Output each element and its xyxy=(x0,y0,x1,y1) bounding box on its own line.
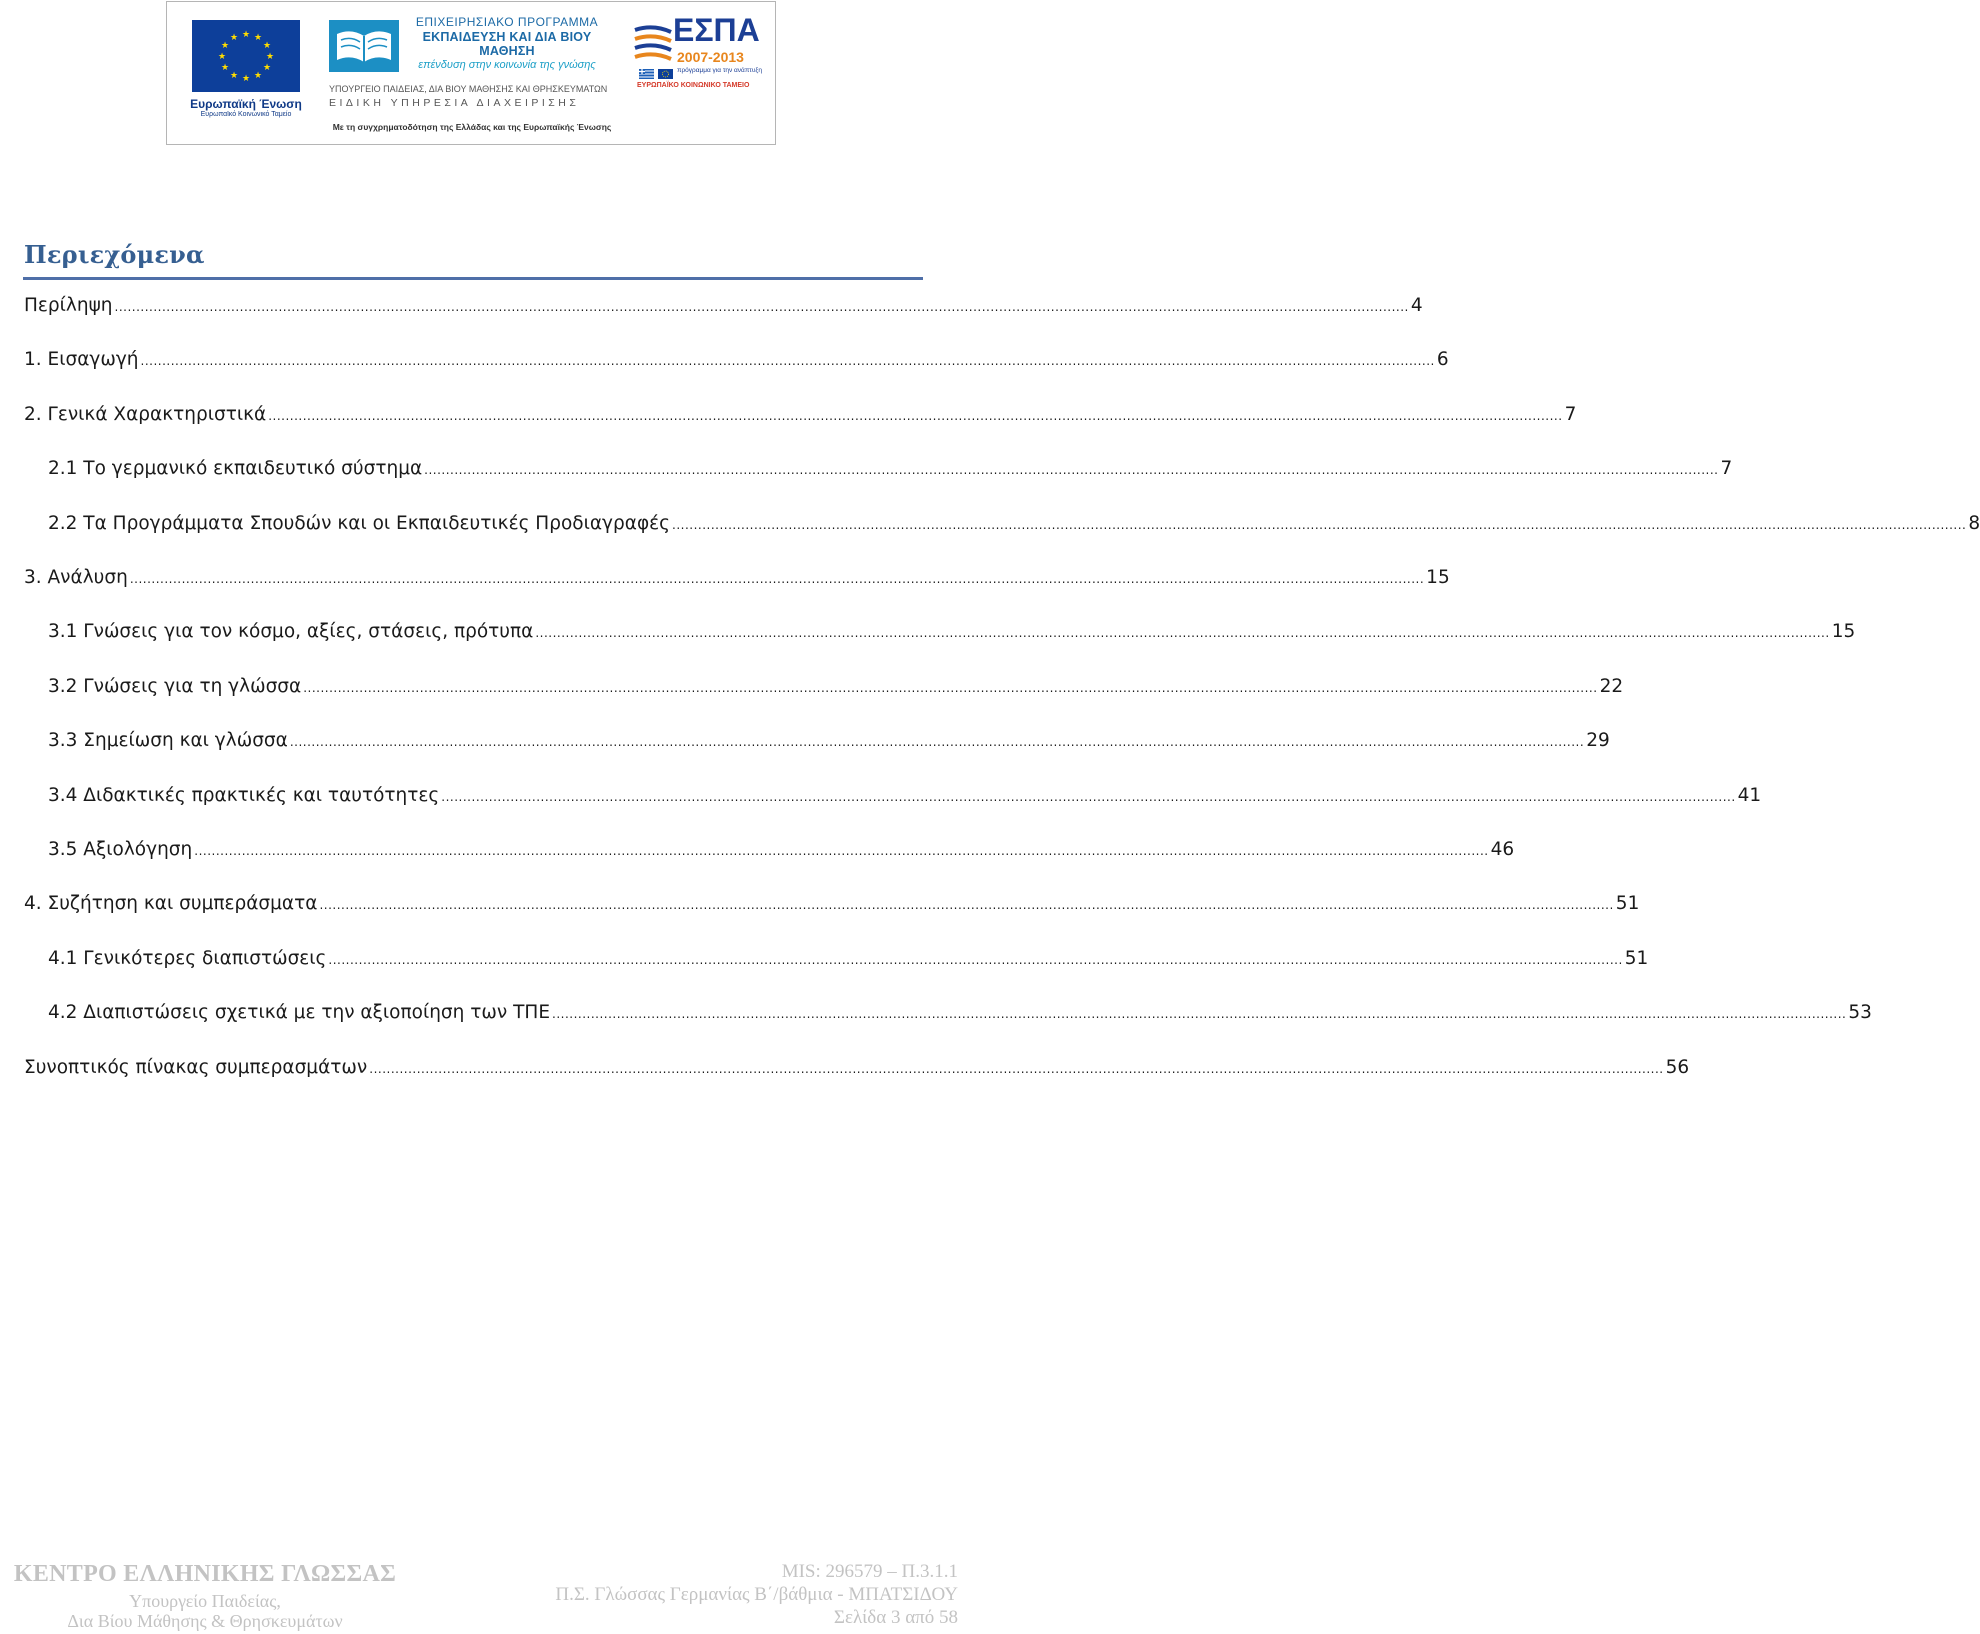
toc-entry-title: 2.2 Τα Προγράμματα Σπουδών και οι Εκπαιδευτικές Προδιαγραφές xyxy=(48,513,670,534)
toc-entry-title: Περίληψη xyxy=(24,295,113,316)
toc-entry[interactable] xyxy=(24,292,1423,320)
toc-heading-rule xyxy=(23,277,923,280)
toc-dot-leader: ............................................................................................................................................................................................................................................................................................................ xyxy=(319,898,1614,912)
svg-text:★: ★ xyxy=(229,71,239,81)
program-slogan: επένδυση στην κοινωνία της γνώσης xyxy=(418,58,596,71)
svg-text:★: ★ xyxy=(241,30,251,40)
footer-right xyxy=(458,1561,958,1629)
toc-entry[interactable] xyxy=(48,836,1515,864)
footer-mis: MIS: 296579 – Π.3.1.1 xyxy=(781,1561,958,1582)
toc-entry[interactable] xyxy=(48,455,1733,483)
toc-entry-page: 46 xyxy=(1490,839,1515,860)
toc-entry-title: 4.1 Γενικότερες διαπιστώσεις xyxy=(48,948,327,969)
toc-dot-leader: ............................................................................................................................................................................................................................................................................................................ xyxy=(424,463,1719,477)
svg-text:★: ★ xyxy=(262,41,272,51)
toc-entry-page: 6 xyxy=(1436,349,1449,370)
toc-entry-page: 29 xyxy=(1586,730,1610,751)
eu-caption xyxy=(181,98,311,119)
toc-entry[interactable] xyxy=(24,401,1577,429)
toc-dot-leader: ............................................................................................................................................................................................................................................................................................................ xyxy=(552,1007,1847,1021)
toc-entry[interactable] xyxy=(24,890,1640,918)
toc-entry[interactable] xyxy=(24,346,1449,374)
header-banner xyxy=(166,1,776,145)
svg-text:★: ★ xyxy=(229,33,239,43)
toc-entry-title: 4. Συζήτηση και συμπεράσματα xyxy=(24,893,318,914)
toc-dot-leader: ............................................................................................................................................................................................................................................................................................................ xyxy=(672,518,1967,532)
ministry-block xyxy=(329,84,629,109)
svg-text:★: ★ xyxy=(241,74,251,84)
footer-left xyxy=(0,1561,410,1632)
toc-entry-title: 3.3 Σημείωση και γλώσσα xyxy=(48,730,288,751)
footer-ministry-line1: Υπουργείο Παιδείας, xyxy=(129,1590,281,1611)
toc-entry-title: 2. Γενικά Χαρακτηριστικά xyxy=(24,404,267,425)
toc-entry-page: 41 xyxy=(1737,785,1762,806)
toc-entry-page: 56 xyxy=(1665,1057,1690,1078)
eu-stars-icon xyxy=(192,20,300,92)
svg-text:★: ★ xyxy=(217,52,227,62)
svg-text:★: ★ xyxy=(265,52,275,62)
toc-entry-title: 3.1 Γνώσεις για τον κόσμο, αξίες, στάσεις, πρότυπα xyxy=(48,621,534,642)
toc-entry-page: 53 xyxy=(1848,1002,1872,1023)
espa-fund: ΕΥΡΩΠΑΪΚΟ ΚΟΙΝΩΝΙΚΟ ΤΑΜΕΙΟ xyxy=(637,82,750,89)
toc-entry-title: 4.2 Διαπιστώσεις σχετικά με την αξιοποίηση των ΤΠΕ xyxy=(48,1002,551,1023)
svg-text:★: ★ xyxy=(220,41,230,51)
footer-ministry-line2: Δια Βίου Μάθησης & Θρησκευμάτων xyxy=(67,1611,343,1632)
toc-entry[interactable] xyxy=(48,673,1624,701)
footer-page-number: Σελίδα 3 από 58 xyxy=(833,1606,958,1628)
svg-text:★: ★ xyxy=(262,63,272,73)
espa-wave-icon xyxy=(633,22,673,70)
footer-program: Π.Σ. Γλώσσας Γερμανίας Β΄/βάθμια - ΜΠΑΤΣΙΔΟΥ xyxy=(555,1583,958,1605)
espa-tagline: πρόγραμμα για την ανάπτυξη xyxy=(677,67,762,74)
toc-dot-leader: ............................................................................................................................................................................................................................................................................................................ xyxy=(369,1062,1664,1076)
toc-entry-title: 1. Εισαγωγή xyxy=(24,349,139,370)
toc-entry-page: 51 xyxy=(1615,893,1640,914)
espa-logo-text: ΕΣΠΑ xyxy=(673,12,760,48)
ministry-name: ΥΠΟΥΡΓΕΙΟ ΠΑΙΔΕΙΑΣ, ΔΙΑ ΒΙΟΥ ΜΑΘΗΣΗΣ ΚΑΙ ΘΡΗΣΚΕΥΜΑΤΩΝ xyxy=(329,84,608,94)
toc-entry-title: 3.4 Διδακτικές πρακτικές και ταυτότητες xyxy=(48,785,440,806)
toc-entry-page: 51 xyxy=(1624,948,1649,969)
cofunding-note: Με τη συγχρηματοδότηση της Ελλάδας και της Ευρωπαϊκής Ένωσης xyxy=(332,122,612,132)
toc-entry[interactable] xyxy=(48,618,1856,646)
flags-icon xyxy=(639,69,673,79)
toc-heading: Περιεχόμενα xyxy=(24,240,205,269)
svg-text:★: ★ xyxy=(220,63,230,73)
toc-dot-leader: ............................................................................................................................................................................................................................................................................................................ xyxy=(140,354,1435,368)
toc-dot-leader: ............................................................................................................................................................................................................................................................................................................ xyxy=(268,409,1563,423)
program-line2: ΕΚΠΑΙΔΕΥΣΗ ΚΑΙ ΔΙΑ ΒΙΟΥ ΜΑΘΗΣΗ xyxy=(422,29,592,59)
toc-entry-title: 3.2 Γνώσεις για τη γλώσσα xyxy=(48,676,302,697)
svg-text:★: ★ xyxy=(253,71,263,81)
eu-name: Ευρωπαϊκή Ένωση xyxy=(190,97,302,111)
toc-entry[interactable] xyxy=(24,564,1450,592)
espa-years: 2007-2013 xyxy=(677,49,744,65)
eu-fund: Ευρωπαϊκό Κοινωνικό Ταμείο xyxy=(200,111,292,119)
toc-dot-leader: ............................................................................................................................................................................................................................................................................................................ xyxy=(328,953,1623,967)
toc-entry-page: 22 xyxy=(1599,676,1624,697)
toc-entry-title: 2.1 Το γερμανικό εκπαιδευτικό σύστημα xyxy=(48,458,423,479)
toc-dot-leader: ............................................................................................................................................................................................................................................................................................................ xyxy=(289,735,1585,749)
toc-entry-page: 7 xyxy=(1564,404,1577,425)
toc-entry[interactable] xyxy=(48,999,1872,1027)
toc-dot-leader: ............................................................................................................................................................................................................................................................................................................ xyxy=(129,572,1425,586)
toc-entry[interactable] xyxy=(48,782,1762,810)
book-icon xyxy=(329,20,399,72)
toc-entry-page: 8 xyxy=(1968,513,1980,534)
toc-entry-page: 15 xyxy=(1831,621,1856,642)
svg-text:★: ★ xyxy=(253,33,263,43)
program-title xyxy=(407,16,607,71)
eu-flag-logo xyxy=(192,20,300,92)
toc-dot-leader: ............................................................................................................................................................................................................................................................................................................ xyxy=(303,681,1598,695)
toc-entry-title: 3. Ανάλυση xyxy=(24,567,128,588)
managing-authority: ΕΙΔΙΚΗ ΥΠΗΡΕΣΙΑ ΔΙΑΧΕΙΡΙΣΗΣ xyxy=(329,96,580,109)
footer-center-name: ΚΕΝΤΡΟ ΕΛΛΗΝΙΚΗΣ ΓΛΩΣΣΑΣ xyxy=(13,1561,397,1587)
toc-entry[interactable] xyxy=(48,727,1610,755)
toc-entry-title: Συνοπτικός πίνακας συμπερασμάτων xyxy=(24,1057,368,1078)
toc-entry-title: 3.5 Αξιολόγηση xyxy=(48,839,193,860)
toc-dot-leader: ............................................................................................................................................................................................................................................................................................................ xyxy=(535,626,1830,640)
toc-entry[interactable] xyxy=(48,945,1649,973)
toc-entry[interactable] xyxy=(24,1054,1690,1082)
toc-entry-page: 15 xyxy=(1426,567,1450,588)
program-line1: ΕΠΙΧΕΙΡΗΣΙΑΚΟ ΠΡΟΓΡΑΜΜΑ xyxy=(415,15,599,29)
toc-dot-leader: ............................................................................................................................................................................................................................................................................................................ xyxy=(114,300,1409,314)
toc-entry-page: 7 xyxy=(1720,458,1733,479)
toc-entry[interactable] xyxy=(48,510,1980,538)
toc-dot-leader: ............................................................................................................................................................................................................................................................................................................ xyxy=(441,790,1736,804)
toc-dot-leader: ............................................................................................................................................................................................................................................................................................................ xyxy=(194,844,1489,858)
toc-entry-page: 4 xyxy=(1410,295,1423,316)
